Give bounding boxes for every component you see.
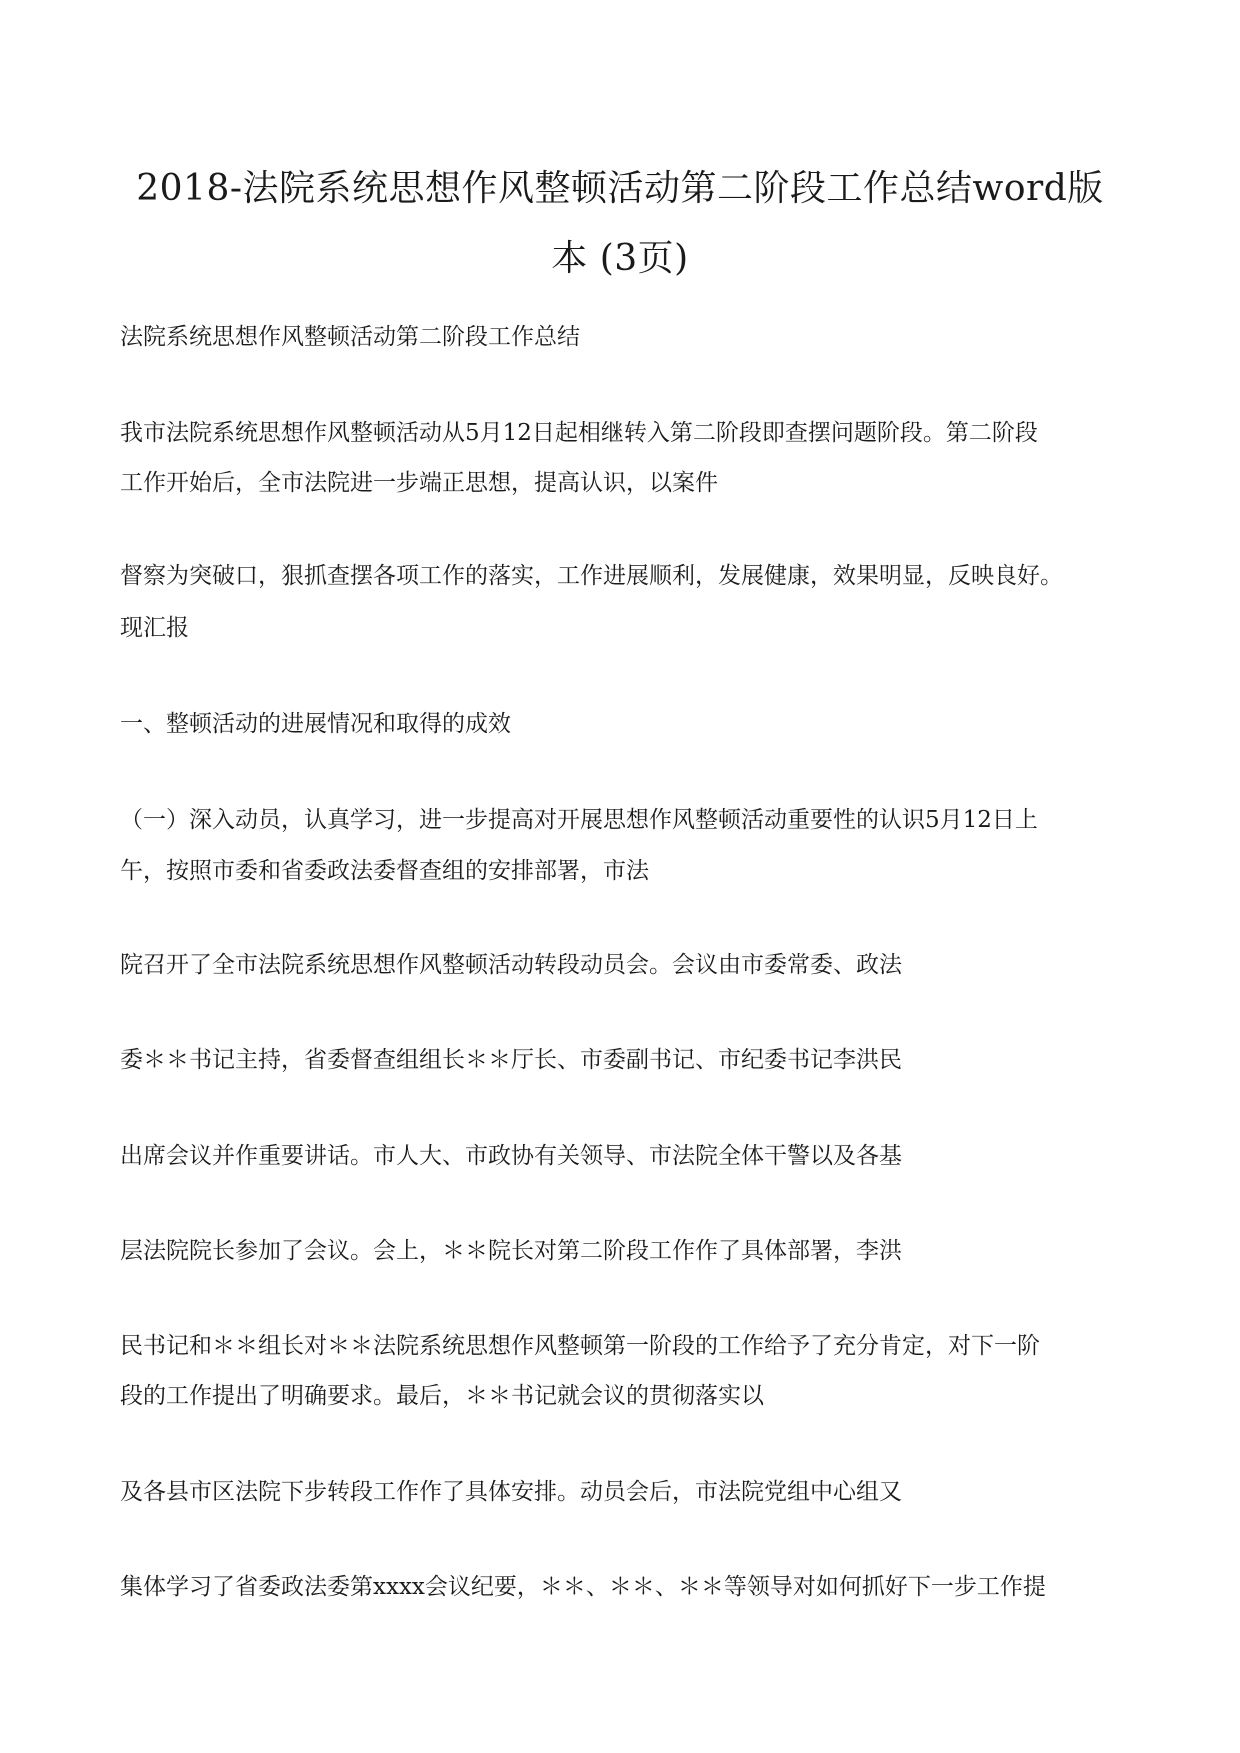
paragraph-line: 院召开了全市法院系统思想作风整顿活动转段动员会。会议由市委常委、政法 — [120, 952, 902, 978]
section-heading: 一、整顿活动的进展情况和取得的成效 — [120, 711, 511, 737]
paragraph-line: 及各县市区法院下步转段工作作了具体安排。动员会后，市法院党组中心组又 — [120, 1479, 902, 1505]
paragraph-line: 出席会议并作重要讲话。市人大、市政协有关领导、市法院全体干警以及各基 — [120, 1143, 902, 1169]
paragraph-line: 集体学习了省委政法委第xxxx会议纪要，＊＊、＊＊、＊＊等领导对如何抓好下一步工作提 — [120, 1574, 1046, 1600]
document-title-line-2: 本 (3页) — [551, 238, 689, 279]
paragraph-line: 工作开始后，全市法院进一步端正思想，提高认识，以案件 — [120, 470, 718, 496]
paragraph-line: 我市法院系统思想作风整顿活动从5月12日起相继转入第二阶段即查摆问题阶段。第二阶段 — [120, 420, 1038, 446]
paragraph-line: 委＊＊书记主持，省委督查组组长＊＊厅长、市委副书记、市纪委书记李洪民 — [120, 1047, 902, 1073]
paragraph-line: 民书记和＊＊组长对＊＊法院系统思想作风整顿第一阶段的工作给予了充分肯定，对下一阶 — [120, 1333, 1040, 1359]
paragraph-line: （一）深入动员，认真学习，进一步提高对开展思想作风整顿活动重要性的认识5月12日上 — [120, 807, 1038, 833]
document-title-line-1: 2018-法院系统思想作风整顿活动第二阶段工作总结word版 — [136, 168, 1104, 209]
paragraph-line: 现汇报 — [120, 615, 189, 641]
paragraph-line: 午，按照市委和省委政法委督查组的安排部署，市法 — [120, 858, 649, 884]
paragraph-line: 督察为突破口，狠抓查摆各项工作的落实，工作进展顺利，发展健康，效果明显，反映良好。 — [120, 563, 1063, 589]
paragraph-line: 层法院院长参加了会议。会上，＊＊院长对第二阶段工作作了具体部署，李洪 — [120, 1238, 902, 1264]
subtitle: 法院系统思想作风整顿活动第二阶段工作总结 — [120, 324, 580, 350]
paragraph-line: 段的工作提出了明确要求。最后，＊＊书记就会议的贯彻落实以 — [120, 1383, 764, 1409]
